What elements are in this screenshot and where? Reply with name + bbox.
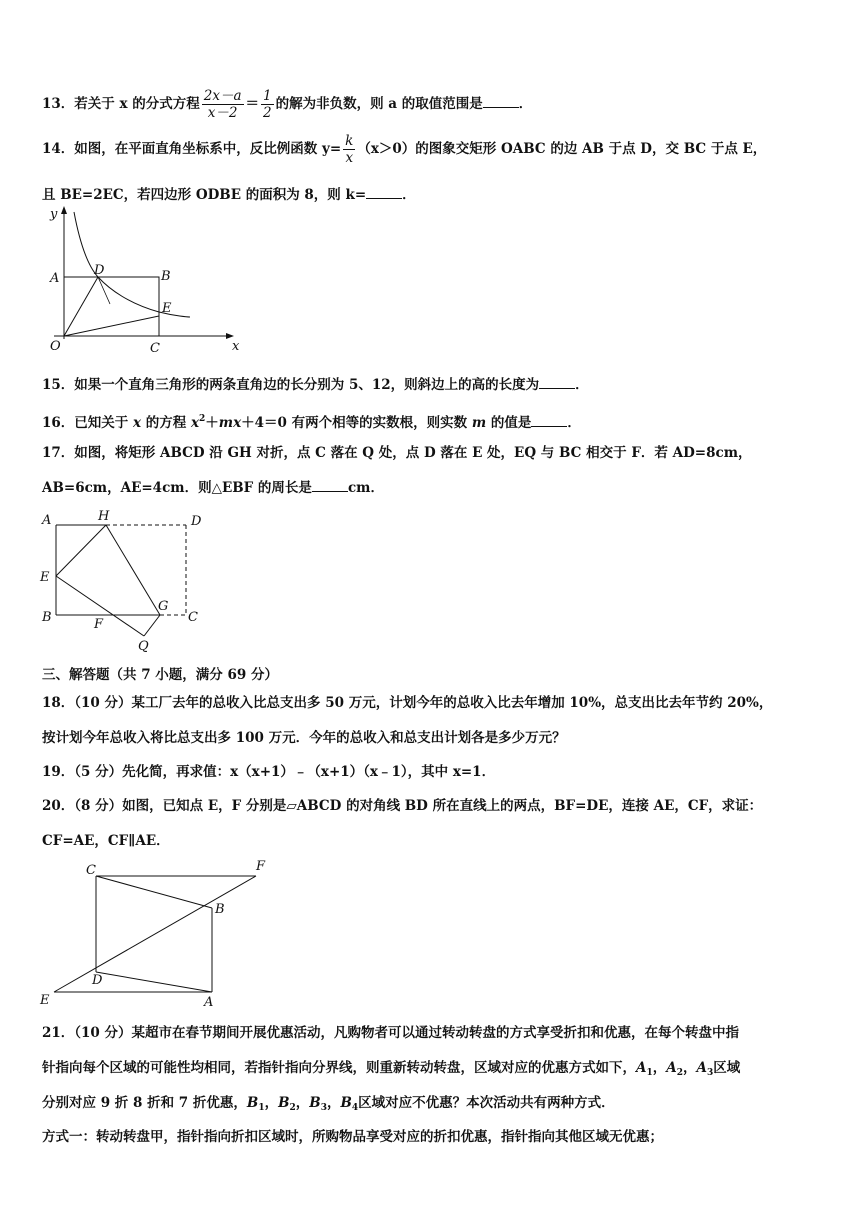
q18-line1: 18．（10 分）某工厂去年的总收入比总支出多 50 万元，计划今年的总收入比去年增加 10%，总支出比去年节约 20%， <box>42 695 773 711</box>
section-3-heading: 三、解答题（共 7 小题，满分 69 分） <box>42 667 278 683</box>
rectangle-OABC <box>64 277 159 336</box>
q13-line: 13．若关于 x 的分式方程 $\frac{2x-a}{x-2}$ ＝ $\frac{1}{2}$ 的解为非负数，则 a 的取值范围是 ． <box>42 88 533 121</box>
label-F: F <box>256 859 266 874</box>
q13-fraction-1: $\frac{2x-a}{x-2}$ <box>203 88 242 121</box>
label-y: y <box>50 207 58 222</box>
edge-QG <box>144 615 160 636</box>
q14-fraction: $\frac{k}{x}$ <box>345 133 354 166</box>
q13-prefix: 13．若关于 x 的分式方程 <box>42 96 200 112</box>
q17-answer-blank <box>312 479 348 492</box>
label-Q: Q <box>138 639 149 654</box>
segment-OE <box>64 316 159 336</box>
label-C: C <box>188 610 198 625</box>
edge-DA <box>96 972 212 992</box>
q14-line2: 且 BE=2EC，若四边形 ODBE 的面积为 8，则 k= ． <box>42 187 416 203</box>
label-C: C <box>150 341 160 354</box>
label-B: B <box>161 269 171 284</box>
label-A: A <box>50 271 60 286</box>
figure-parallelogram <box>36 856 276 1012</box>
curve-detail <box>98 277 110 304</box>
q13-suffix: 的解为非负数，则 a 的取值范围是 <box>275 96 483 112</box>
label-x: x <box>232 339 240 354</box>
label-E: E <box>40 570 50 585</box>
label-A: A <box>204 995 214 1010</box>
line-EF <box>54 876 256 992</box>
hyperbola-curve <box>74 212 190 317</box>
q21-line2: 针指向每个区域的可能性均相同，若指针指向分界线，则重新转动转盘，区域对应的优惠方式如下，$A_1$，$A_2$，$A_3$区域 <box>42 1060 741 1078</box>
q13-fraction-2: $\frac{1}{2}$ <box>263 88 272 121</box>
q17-line2: AB=6cm，AE=4cm．则△EBF 的周长是 cm． <box>42 480 384 496</box>
label-D: D <box>191 514 202 529</box>
q15-answer-blank <box>539 376 575 389</box>
q20-line1: 20．（8 分）如图，已知点 E，F 分别是▱ABCD 的对角线 BD 所在直线上的两点，BF=DE，连接 AE，CF，求证： <box>42 798 763 814</box>
q14-answer-blank <box>366 186 402 199</box>
label-H: H <box>98 509 110 524</box>
q21-line3: 分别对应 9 折 8 折和 7 折优惠，$B_1$，$B_2$，$B_3$，$B_4$区域对应不优惠？本次活动共有两种方式． <box>42 1095 615 1113</box>
q20-line2: CF=AE，CF∥AE． <box>42 833 170 849</box>
fold-GH <box>106 525 160 615</box>
label-G: G <box>158 599 169 614</box>
label-A: A <box>42 513 52 528</box>
label-C: C <box>86 863 96 878</box>
edge-CB <box>96 876 212 908</box>
y-axis-arrow-icon <box>61 206 67 214</box>
figure-folded-rectangle <box>36 508 216 656</box>
label-B: B <box>42 610 52 625</box>
label-E: E <box>162 301 172 316</box>
q14-line1: 14．如图，在平面直角坐标系中，反比例函数 y= $\frac{k}{x}$ （x＞0）的图象交矩形 OABC 的边 AB 于点 D，交 BC 于点 E， <box>42 133 767 166</box>
label-E: E <box>40 993 50 1008</box>
label-D: D <box>94 263 105 278</box>
label-F: F <box>94 617 104 632</box>
q19-line: 19．（5 分）先化简，再求值：x（x+1）﹣（x+1）（x﹣1），其中 x=1． <box>42 764 496 780</box>
label-O: O <box>50 339 61 354</box>
label-D: D <box>92 973 103 988</box>
q17-line1: 17．如图，将矩形 ABCD 沿 GH 对折，点 C 落在 Q 处，点 D 落在 E 处，EQ 与 BC 相交于 F．若 AD=8cm， <box>42 445 752 461</box>
q18-line2: 按计划今年总收入将比总支出多 100 万元．今年的总收入和总支出计划各是多少万元？ <box>42 730 566 746</box>
q21-line1: 21．（10 分）某超市在春节期间开展优惠活动，凡购物者可以通过转动转盘的方式享受折扣和优惠，在每个转盘中指 <box>42 1025 740 1041</box>
q15-line: 15．如果一个直角三角形的两条直角边的长分别为 5、12，则斜边上的高的长度为 ． <box>42 377 589 393</box>
q13-answer-blank <box>483 95 519 108</box>
label-B: B <box>215 902 225 917</box>
figure-coordinate-plane <box>40 204 240 354</box>
segment-OD <box>64 277 98 336</box>
edge-EH <box>56 525 106 576</box>
q16-line: 16．已知关于 x 的方程 $x^2+mx+4=0$ 有两个相等的实数根，则实数 m 的值是 ． <box>42 414 581 431</box>
q21-line4: 方式一：转动转盘甲，指针指向折扣区域时，所购物品享受对应的折扣优惠，指针指向其他区域无优惠； <box>42 1129 663 1145</box>
q16-answer-blank <box>531 414 567 427</box>
